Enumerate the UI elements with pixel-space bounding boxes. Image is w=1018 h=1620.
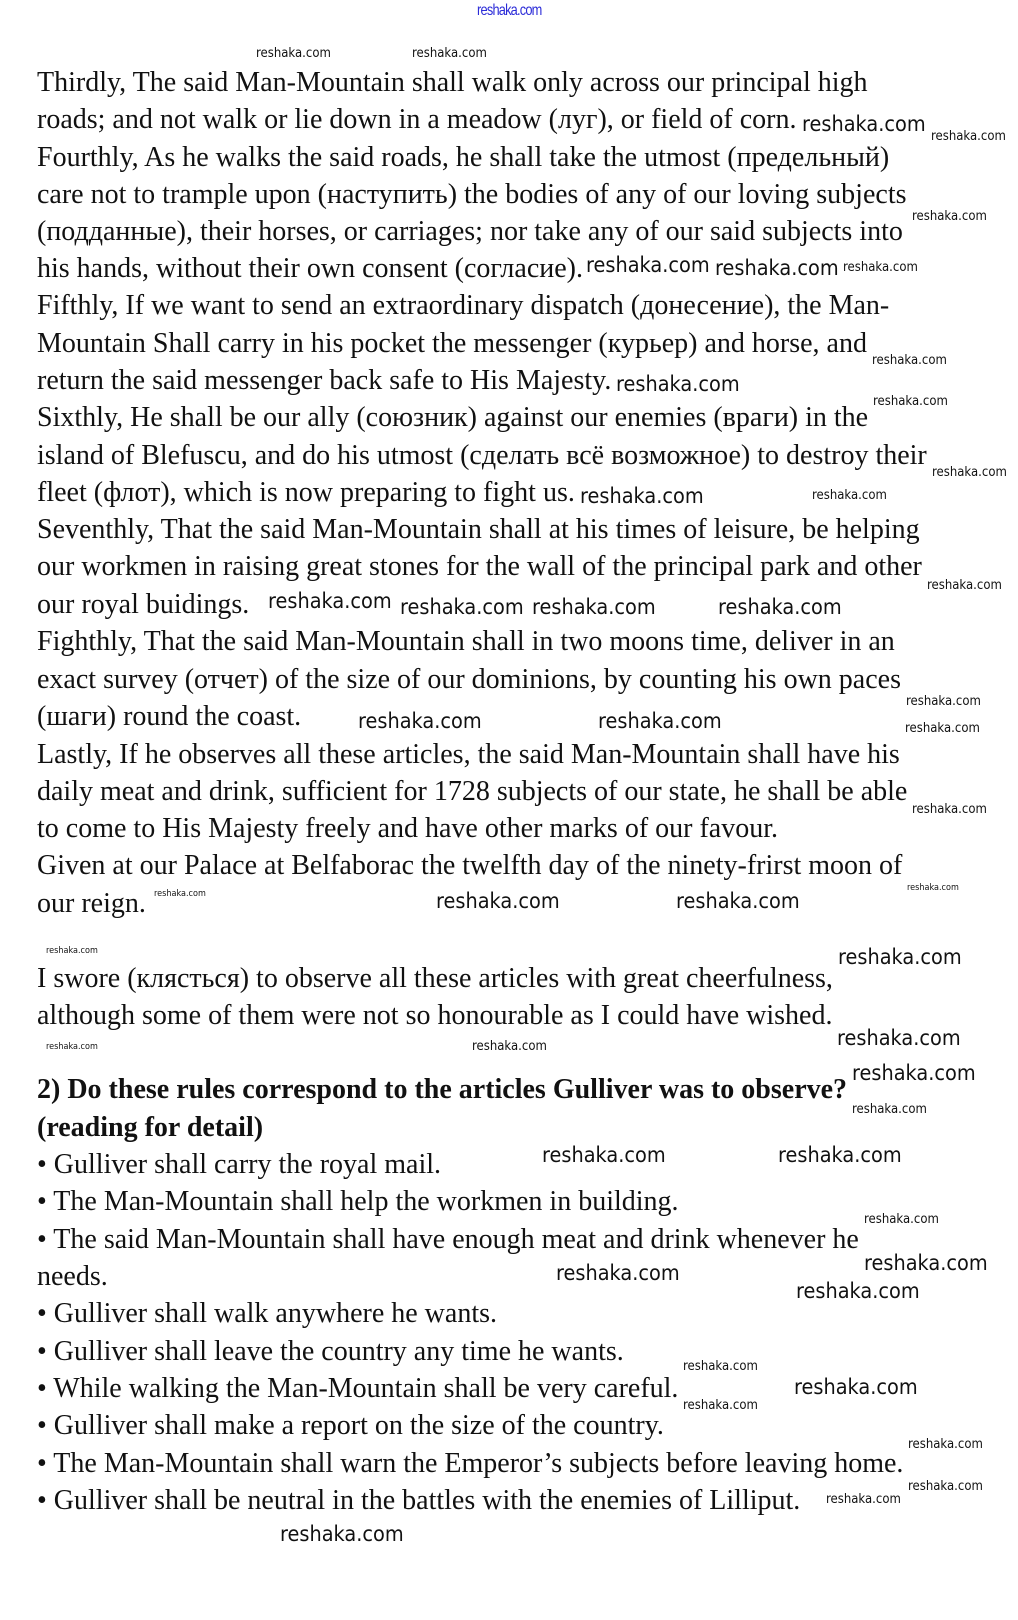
bullet-item: • Gulliver shall carry the royal mail. bbox=[37, 1149, 442, 1180]
bullet-item: • The Man-Mountain shall warn the Emperor’s subjects before leaving home. bbox=[37, 1448, 904, 1479]
body-line: Fifthly, If we want to send an extraordinary dispatch (донесение), the Man- bbox=[37, 290, 890, 321]
watermark: reshaka.com bbox=[683, 1398, 759, 1413]
watermark: reshaka.com bbox=[616, 372, 740, 396]
watermark: reshaka.com bbox=[873, 394, 949, 409]
body-line: to come to His Majesty freely and have other marks of our favour. bbox=[37, 813, 779, 844]
body-line: Fighthly, That the said Man-Mountain shall in two moons time, deliver in an bbox=[37, 626, 895, 657]
watermark: reshaka.com bbox=[580, 484, 704, 508]
watermark: reshaka.com bbox=[154, 889, 206, 899]
header-watermark-text: reshaka.com bbox=[476, 2, 542, 19]
watermark: reshaka.com bbox=[46, 1042, 98, 1052]
watermark: reshaka.com bbox=[796, 1279, 920, 1303]
body-line: Sixthly, He shall be our ally (союзник) against our enemies (враги) in the bbox=[37, 402, 869, 433]
watermark: reshaka.com bbox=[436, 889, 560, 913]
watermark: reshaka.com bbox=[794, 1375, 918, 1399]
watermark: reshaka.com bbox=[863, 1251, 988, 1275]
bullet-item: • Gulliver shall walk anywhere he wants. bbox=[37, 1298, 498, 1329]
body-line: Fourthly, As he walks the said roads, he shall take the utmost (предельный) bbox=[37, 142, 890, 173]
body-line: although some of them were not so honourable as I could have wished. bbox=[37, 1000, 833, 1031]
watermark: reshaka.com bbox=[586, 253, 710, 277]
watermark: reshaka.com bbox=[826, 1492, 901, 1507]
watermark: reshaka.com bbox=[911, 209, 987, 224]
watermark: reshaka.com bbox=[472, 1039, 547, 1054]
watermark: reshaka.com bbox=[280, 1522, 404, 1546]
watermark: reshaka.com bbox=[908, 1479, 984, 1494]
body-line: our workmen in raising great stones for the wall of the principal park and other bbox=[37, 551, 922, 582]
body-line: I swore (клясться) to observe all these articles with great cheerfulness, bbox=[37, 963, 833, 994]
bullet-item: • Gulliver shall leave the country any time he wants. bbox=[37, 1336, 624, 1367]
watermark: reshaka.com bbox=[912, 802, 988, 817]
watermark: reshaka.com bbox=[778, 1143, 902, 1167]
watermark: reshaka.com bbox=[412, 46, 487, 61]
watermark: reshaka.com bbox=[718, 595, 842, 619]
watermark: reshaka.com bbox=[358, 709, 482, 733]
watermark: reshaka.com bbox=[556, 1261, 680, 1285]
watermark: reshaka.com bbox=[676, 889, 800, 913]
watermark: reshaka.com bbox=[812, 488, 887, 503]
bullet-item: • Gulliver shall be neutral in the battles with the enemies of Lilliput. bbox=[37, 1485, 801, 1516]
body-line: our reign. bbox=[37, 888, 146, 919]
watermark: reshaka.com bbox=[683, 1359, 759, 1374]
body-line: island of Blefuscu, and do his utmost (сделать всё возможное) to destroy their bbox=[37, 440, 927, 471]
watermark: reshaka.com bbox=[46, 946, 98, 956]
body-line: Given at our Palace at Belfaborac the twelfth day of the ninety-frirst moon of bbox=[37, 850, 903, 881]
header-watermark bbox=[0, 2, 1018, 20]
watermark: reshaka.com bbox=[905, 694, 981, 709]
watermark: reshaka.com bbox=[930, 129, 1006, 144]
body-line: his hands, without their own consent (согласие). bbox=[37, 253, 583, 284]
bullet-item: • While walking the Man-Mountain shall be very careful. bbox=[37, 1373, 679, 1404]
bullet-item: • The Man-Mountain shall help the workmen in building. bbox=[37, 1186, 679, 1217]
watermark: reshaka.com bbox=[542, 1143, 666, 1167]
watermark: reshaka.com bbox=[532, 595, 656, 619]
bullet-item: • The said Man-Mountain shall have enough meat and drink whenever he bbox=[37, 1224, 859, 1255]
body-line: Thirdly, The said Man-Mountain shall walk only across our principal high bbox=[37, 67, 868, 98]
body-line: Mountain Shall carry in his pocket the messenger (курьер) and horse, and bbox=[37, 328, 867, 359]
watermark: reshaka.com bbox=[852, 1061, 976, 1085]
body-line: return the said messenger back safe to His Majesty. bbox=[37, 365, 612, 396]
watermark: reshaka.com bbox=[598, 709, 722, 733]
body-line: roads; and not walk or lie down in a meadow (луг), or field of corn. bbox=[37, 104, 797, 135]
watermark: reshaka.com bbox=[926, 578, 1002, 593]
bullet-item: • Gulliver shall make a report on the size of the country. bbox=[37, 1410, 664, 1441]
watermark: reshaka.com bbox=[852, 1102, 927, 1117]
body-line: daily meat and drink, sufficient for 1728 subjects of our state, he shall be able bbox=[37, 776, 908, 807]
watermark: reshaka.com bbox=[802, 112, 926, 136]
watermark: reshaka.com bbox=[843, 260, 919, 275]
bullet-item: needs. bbox=[37, 1261, 108, 1292]
body-line: exact survey (отчет) of the size of our dominions, by counting his own paces bbox=[37, 664, 901, 695]
body-line: (шаги) round the coast. bbox=[37, 701, 302, 732]
body-line: Seventhly, That the said Man-Mountain shall at his times of leisure, be helping bbox=[37, 514, 920, 545]
watermark: reshaka.com bbox=[714, 256, 839, 280]
watermark: reshaka.com bbox=[871, 353, 947, 368]
body-line: care not to trample upon (наступить) the bodies of any of our loving subjects bbox=[37, 179, 907, 210]
watermark: reshaka.com bbox=[931, 465, 1007, 480]
watermark: reshaka.com bbox=[863, 1212, 939, 1227]
watermark: reshaka.com bbox=[268, 589, 392, 613]
body-line: fleet (флот), which is now preparing to fight us. bbox=[37, 477, 575, 508]
task-heading: 2) Do these rules correspond to the articles Gulliver was to observe? bbox=[37, 1074, 848, 1105]
watermark: reshaka.com bbox=[904, 721, 980, 736]
body-line: Lastly, If he observes all these articles, the said Man-Mountain shall have his bbox=[37, 739, 900, 770]
watermark: reshaka.com bbox=[908, 1437, 984, 1452]
body-line: our royal buidings. bbox=[37, 589, 250, 620]
watermark: reshaka.com bbox=[256, 46, 331, 61]
watermark: reshaka.com bbox=[837, 945, 962, 969]
body-line: (подданные), their horses, or carriages; nor take any of our said subjects into bbox=[37, 216, 903, 247]
watermark: reshaka.com bbox=[837, 1026, 962, 1050]
watermark: reshaka.com bbox=[907, 883, 960, 893]
watermark: reshaka.com bbox=[400, 595, 524, 619]
task-heading: (reading for detail) bbox=[37, 1112, 264, 1143]
